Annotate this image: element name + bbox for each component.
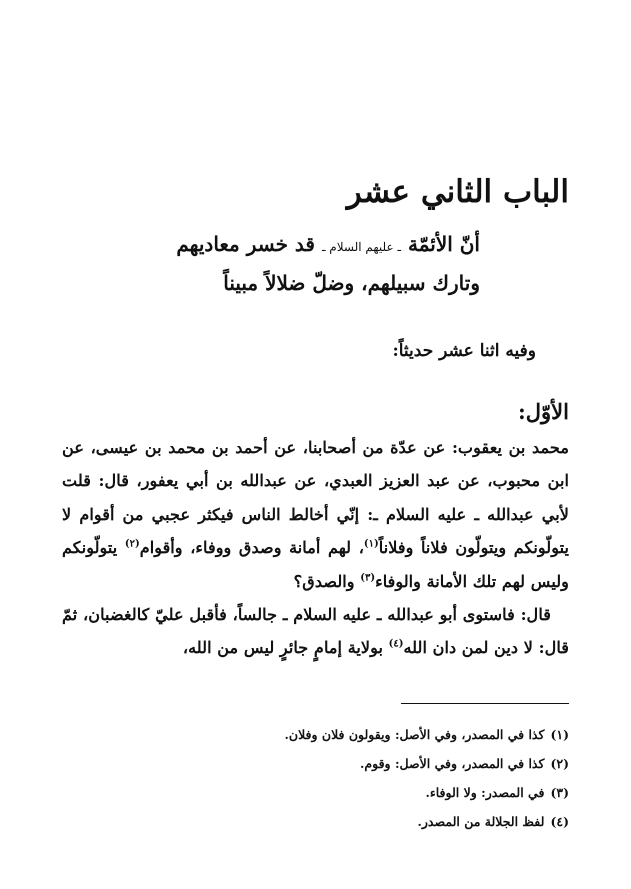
- subtitle-honorific: ـ عليهم السلام ـ: [321, 240, 401, 254]
- footnote-item: [62, 720, 569, 749]
- section-heading: الأوّل:: [518, 399, 569, 424]
- footnote-ref-4: (٤): [388, 639, 404, 651]
- subtitle-part-2: قد خسر معاديهم وتارك سبيلهم، وضلّ ضلالاً مبيناً: [176, 232, 480, 295]
- hadith-text-5: قال: فاستوى أبو عبدالله ـ عليه السلام ـ جالساً، فأقبل عليّ كالغضبان، ثمّ قال: لا دين لمن دان الله: [62, 605, 569, 658]
- footnotes-list: [62, 720, 569, 836]
- hadith-text-4: والصدق؟: [293, 571, 361, 591]
- footnote-text: لفظ الجلالة من المصدر.: [417, 814, 545, 829]
- footnote-ref-3: (٣): [360, 572, 376, 584]
- hadith-paragraph-1: [62, 431, 569, 598]
- intro-line: وفيه اثنا عشر حديثاً:: [392, 341, 536, 361]
- hadith-text-1: عن عدّة من أصحابنا، عن أحمد بن محمد بن عيسى، عن ابن محبوب، عن عبد العزيز العبدي، عن عبدالله بن أبي يعفور، قال: قلت لأبي عبدالله ـ عليه السلام ـ: إنّي أخالط الناس فيكثر عجبي من أقوام لا يتولّونكم ويتولّون فلاناً وفلاناً: [62, 438, 569, 558]
- footnote-number: (١): [550, 727, 569, 742]
- narrator-name: محمد بن يعقوب:: [451, 438, 570, 457]
- footnote-number: (٤): [550, 814, 569, 829]
- hadith-text-3: يتولّونكم وليس لهم تلك الأمانة والوفاء: [62, 538, 569, 591]
- hadith-body: [62, 431, 569, 665]
- hadith-text-6: بولاية إمامٍ جائرٍ ليس من الله،: [182, 638, 389, 658]
- footnote-text: في المصدر: ولا الوفاء.: [425, 785, 545, 800]
- footnote-item: [62, 778, 569, 807]
- footnote-separator: [401, 703, 569, 704]
- footnote-item: [62, 749, 569, 778]
- hadith-paragraph-2: [62, 598, 569, 665]
- footnote-ref-2: (٢): [124, 538, 140, 550]
- footnote-text: كذا في المصدر، وفي الأصل: ويقولون فلان وفلان.: [284, 727, 545, 742]
- chapter-title: الباب الثاني عشر: [346, 173, 569, 210]
- footnote-item: [62, 807, 569, 836]
- footnote-ref-1: (١): [363, 538, 379, 550]
- subtitle-part-1: أنّ الأئمّة: [407, 232, 480, 256]
- footnote-number: (٢): [550, 756, 569, 771]
- footnote-text: كذا في المصدر، وفي الأصل: وقوم.: [360, 756, 545, 771]
- chapter-subtitle: [150, 226, 480, 301]
- hadith-text-2: ، لهم أمانة وصدق ووفاء، وأقوام: [139, 538, 364, 558]
- footnote-number: (٣): [550, 785, 569, 800]
